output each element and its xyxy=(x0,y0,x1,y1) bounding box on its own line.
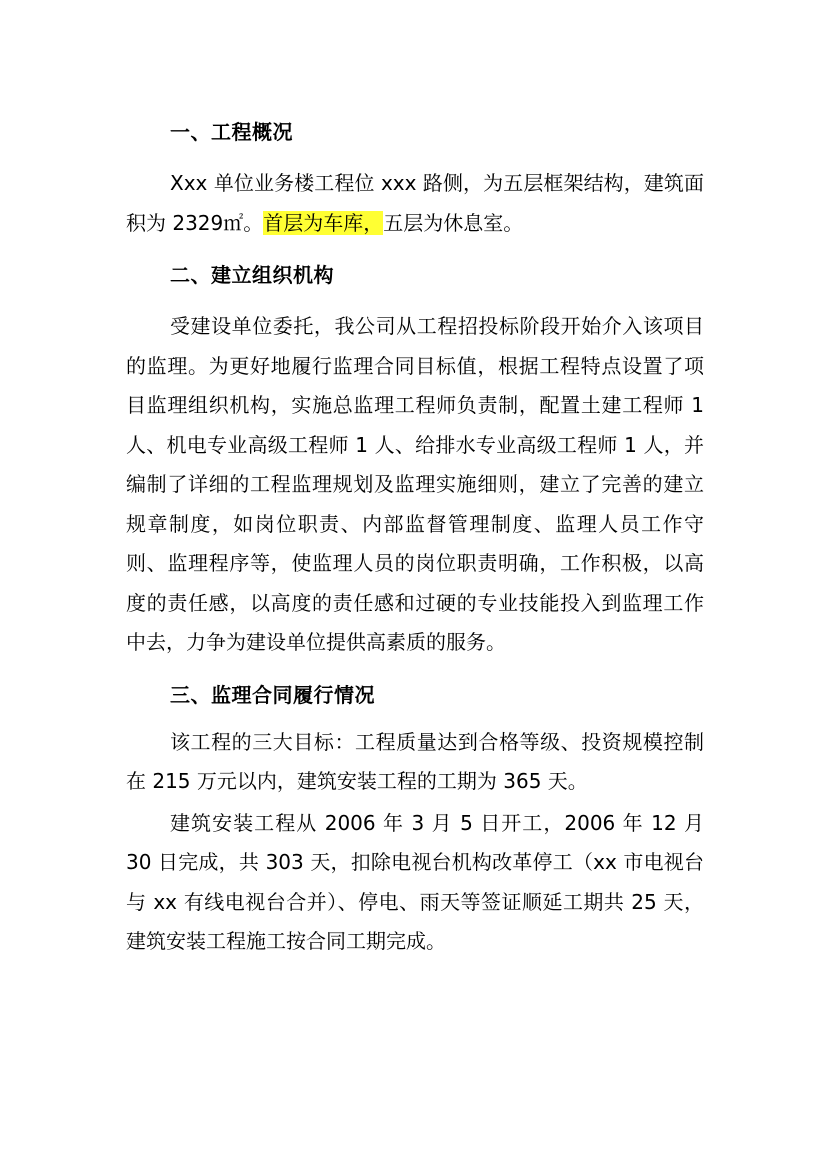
overview-text-start: Xxx 单位业务楼工程位 xxx 路侧，为五层框架结构，建筑面积为 2329㎡。 xyxy=(126,171,704,235)
section-heading-contract: 三、监理合同履行情况 xyxy=(170,682,375,707)
section-heading-overview: 一、工程概况 xyxy=(170,120,293,144)
overview-text-end: 五层为休息室。 xyxy=(383,210,524,235)
paragraph-overview xyxy=(126,164,704,243)
document-body xyxy=(126,114,704,962)
highlighted-text: 首层为车库， xyxy=(263,210,384,235)
paragraph-contract-goals: 该工程的三大目标：工程质量达到合格等级、投资规模控制在 215 万元以内，建筑安装工程的工期为 365 天。 xyxy=(126,729,704,793)
paragraph-contract-schedule: 建筑安装工程从 2006 年 3 月 5 日开工，2006 年 12 月 30 日完成，共 303 天，扣除电视台机构改革停工（xx 市电视台与 xx 有线电视台合并）、停电、雨天等签证顺延工期共 25 天，建筑安装工程施工按合同工期完成。 xyxy=(126,810,704,953)
paragraph-organization: 受建设单位委托，我公司从工程招投标阶段开始介入该项目的监理。为更好地履行监理合同目标值，根据工程特点设置了项目监理组织机构，实施总监理工程师负责制，配置土建工程师 1 人、机电专业高级工程师 1 人、给排水专业高级工程师 1 人，并编制了详细的工程监理规划及监理实施细则，建立了完善的建立规章制度，如岗位职责、内部监督管理制度、监理人员工作守则、监理程序等，使监理人员的岗位职责明确，工作积极，以高度的责任感，以高度的责任感和过硬的专业技能投入到监理工作中去，力争为建设单位提供高素质的服务。 xyxy=(126,314,704,654)
section-heading-organization: 二、建立组织机构 xyxy=(170,263,334,287)
